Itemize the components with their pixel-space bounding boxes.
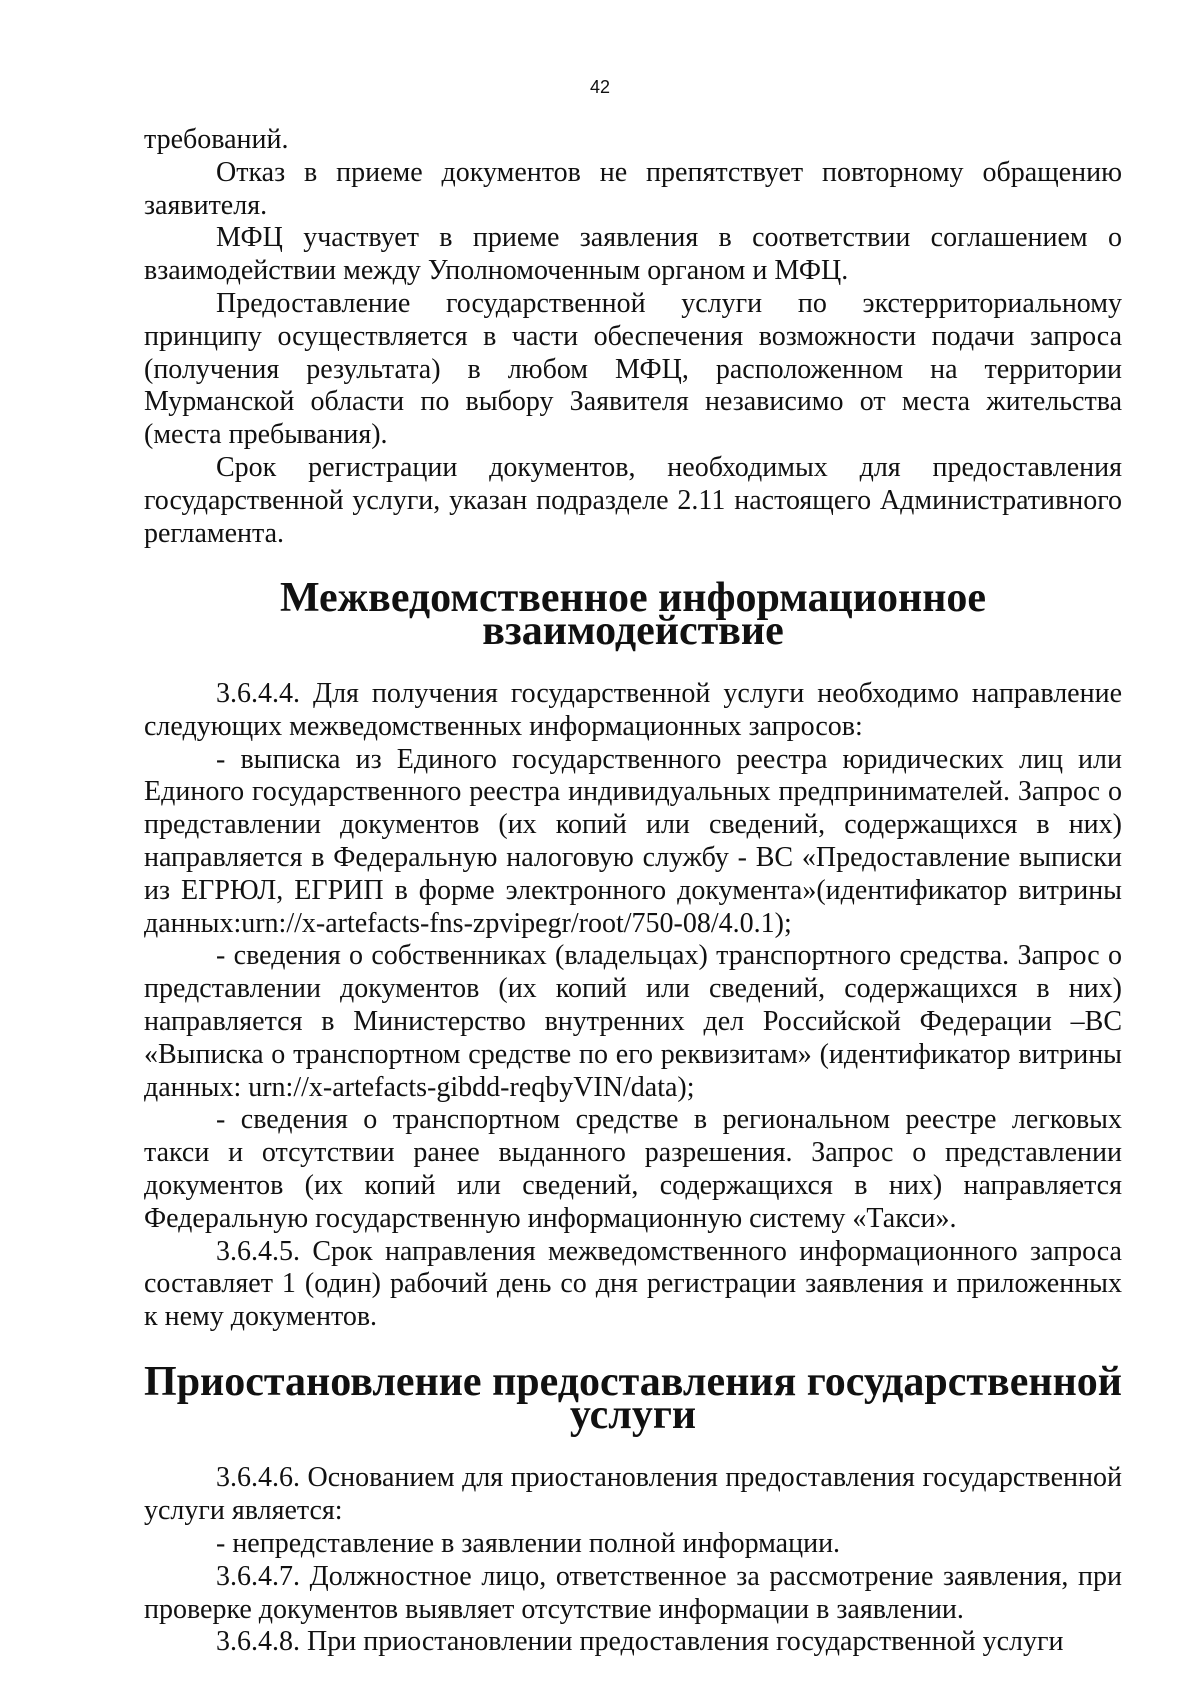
paragraph-registration-term: Срок регистрации документов, необходимых для предоставления государственной услуги, указан подразделе 2.11 настоящего Административного регламента. — [144, 451, 1122, 549]
section-heading-suspension: Приостановление предоставления государственной услуги — [144, 1358, 1122, 1438]
paragraph-3-6-4-7: 3.6.4.7. Должностное лицо, ответственное за рассмотрение заявления, при проверке документов выявляет отсутствие информации в заявлении. — [144, 1560, 1122, 1625]
list-item-vehicle-owners: - сведения о собственниках (владельцах) транспортного средства. Запрос о представлении документов (их копий или сведений, содержащихся в них) направляется в Министерство внутренних дел Российской Федерации –ВС «Выписка о транспортном средстве по его реквизитам» (идентификатор витрины данных: urn://x-artefacts-gibdd-reqbyVIN/data); — [144, 940, 1122, 1103]
list-item-egrul-extract: - выписка из Единого государственного реестра юридических лиц или Единого государственного реестра индивидуальных предпринимателей. Запрос о представлении документов (их копий или сведений, содержащихся в них) направляется в Федеральную налоговую службу - ВС «Предоставление выписки из ЕГРЮЛ, ЕГРИП в форме электронного документа»(идентификатор витрины данных:urn://x-artefacts-fns-zpvipegr/root/750-08/4.0.1); — [144, 743, 1122, 939]
paragraph-3-6-4-5: 3.6.4.5. Срок направления межведомственного информационного запроса составляет 1 (один) рабочий день со дня регистрации заявления и приложенных к нему документов. — [144, 1235, 1122, 1333]
paragraph-extraterritorial: Предоставление государственной услуги по экстерриториальному принципу осуществляется в части обеспечения возможности подачи запроса (получения результата) в любом МФЦ, расположенном на территории Мурманской области по выбору Заявителя независимо от места жительства (места пребывания). — [144, 287, 1122, 451]
list-item-incomplete-info: - непредставление в заявлении полной информации. — [216, 1528, 841, 1560]
paragraph-3-6-4-6: 3.6.4.6. Основанием для приостановления предоставления государственной услуги является: — [144, 1462, 1122, 1527]
list-item-taxi-registry: - сведения о транспортном средстве в региональном реестре легковых такси и отсутствии ранее выданного разрешения. Запрос о представлении документов (их копий или сведений, содержащихся в них) направляется Федеральную государственную информационную систему «Такси». — [144, 1104, 1122, 1234]
paragraph-refusal: Отказ в приеме документов не препятствует повторному обращению заявителя. — [144, 156, 1122, 221]
paragraph-3-6-4-4: 3.6.4.4. Для получения государственной услуги необходимо направление следующих межведомственных информационных запросов: — [144, 677, 1122, 742]
paragraph-mfc-participation: МФЦ участвует в приеме заявления в соответствии соглашением о взаимодействии между Уполномоченным органом и МФЦ. — [144, 222, 1122, 287]
paragraph-requirements-end: требований. — [144, 124, 289, 155]
document-body — [144, 124, 1122, 1659]
paragraph-3-6-4-8: 3.6.4.8. При приостановлении предоставления государственной услуги — [216, 1626, 1064, 1658]
page-number: 42 — [589, 77, 611, 97]
section-heading-interagency: Межведомственное информационное взаимодействие — [279, 575, 987, 655]
